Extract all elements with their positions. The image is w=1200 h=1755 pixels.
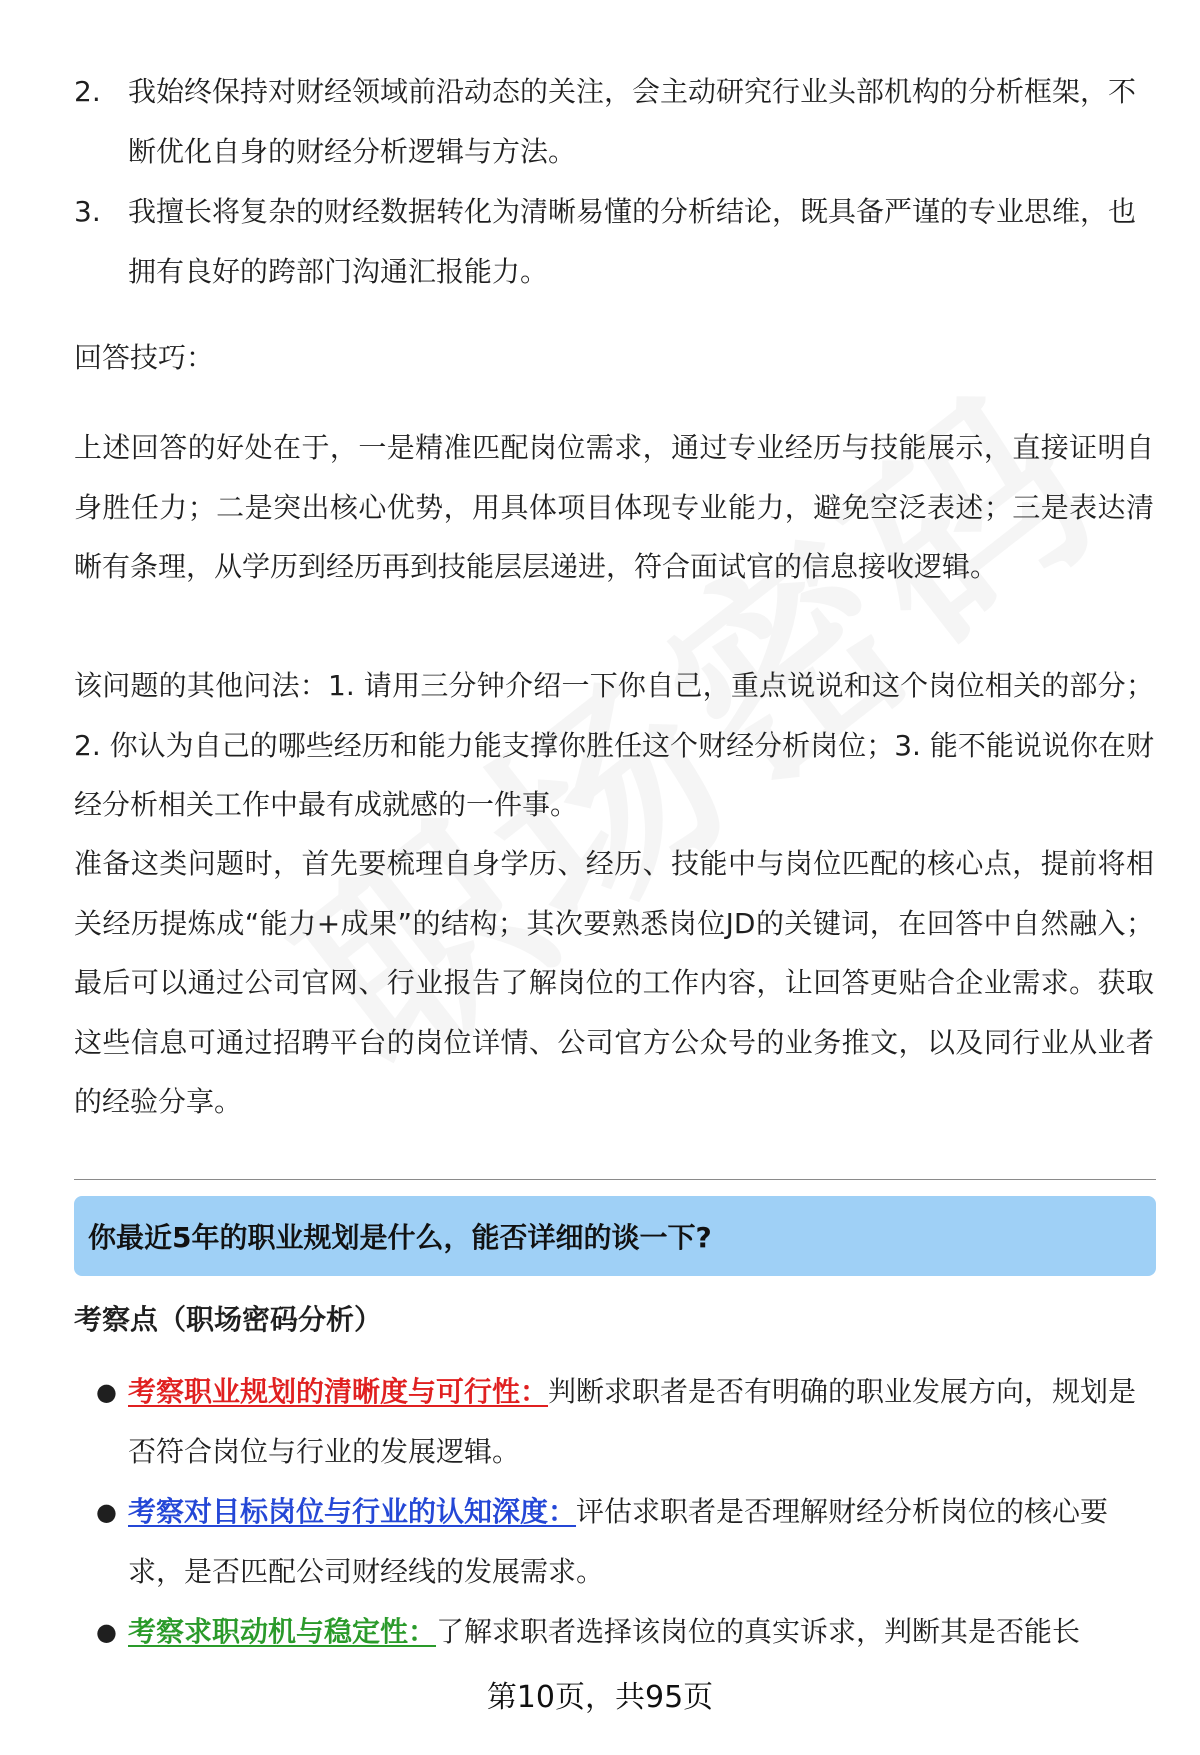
page-footer: 第10页，共95页 [486, 1680, 714, 1715]
bullet-item [96, 1602, 1156, 1662]
bullet-dot-icon: ● [96, 1378, 117, 1406]
question-box [74, 1196, 1156, 1276]
tips-label: 回答技巧： [74, 341, 215, 374]
bullet-keyword: 考察求职动机与稳定性： [128, 1615, 437, 1648]
numbered-list [74, 62, 1154, 302]
bullet-keyword: 考察职业规划的清晰度与可行性： [128, 1375, 549, 1408]
list-number: 2. [74, 75, 101, 108]
list-text: 我始终保持对财经领域前沿动态的关注，会主动研究行业头部机构的分析框架，不断优化自身的财经分析逻辑与方法。 [128, 75, 1137, 168]
bullet-item [96, 1362, 1156, 1482]
paragraph-benefits: 上述回答的好处在于，一是精准匹配岗位需求，通过专业经历与技能展示，直接证明自身胜任力；二是突出核心优势，用具体项目体现专业能力，避免空泛表述；三是表达清晰有条理，从学历到经历再到技能层层递进，符合面试官的信息接收逻辑。 [74, 431, 1154, 583]
section-subheading: 考察点（职场密码分析） [74, 1303, 383, 1336]
bullet-list [96, 1362, 1156, 1662]
list-item [74, 62, 1154, 182]
paragraph-alternatives: 该问题的其他问法：1. 请用三分钟介绍一下你自己，重点说说和这个岗位相关的部分；2. 你认为自己的哪些经历和能力能支撑你胜任这个财经分析岗位；3. 能不能说说你在财经分析相关工作中最有成就感的一件事。 [74, 669, 1154, 821]
bullet-text: 评估求职者是否理解财经分析岗位的核心要求，是否匹配公司财经线的发展需求。 [128, 1495, 1109, 1588]
list-number: 3. [74, 195, 101, 228]
section-divider [74, 1179, 1156, 1180]
list-text: 我擅长将复杂的财经数据转化为清晰易懂的分析结论，既具备严谨的专业思维，也拥有良好的跨部门沟通汇报能力。 [128, 195, 1137, 288]
list-item [74, 182, 1154, 302]
question-title: 你最近5年的职业规划是什么，能否详细的谈一下? [88, 1221, 712, 1254]
bullet-keyword: 考察对目标岗位与行业的认知深度： [128, 1495, 577, 1528]
bullet-item [96, 1482, 1156, 1602]
bullet-dot-icon: ● [96, 1618, 117, 1646]
bullet-text: 判断求职者是否有明确的职业发展方向，规划是否符合岗位与行业的发展逻辑。 [128, 1375, 1137, 1468]
bullet-dot-icon: ● [96, 1498, 117, 1526]
bullet-text: 了解求职者选择该岗位的真实诉求，判断其是否能长 [436, 1615, 1081, 1648]
paragraph-preparation: 准备这类问题时，首先要梳理自身学历、经历、技能中与岗位匹配的核心点，提前将相关经历提炼成“能力+成果”的结构；其次要熟悉岗位JD的关键词，在回答中自然融入；最后可以通过公司官网、行业报告了解岗位的工作内容，让回答更贴合企业需求。获取这些信息可通过招聘平台的岗位详情、公司官方公众号的业务推文，以及同行业从业者的经验分享。 [74, 847, 1154, 1118]
